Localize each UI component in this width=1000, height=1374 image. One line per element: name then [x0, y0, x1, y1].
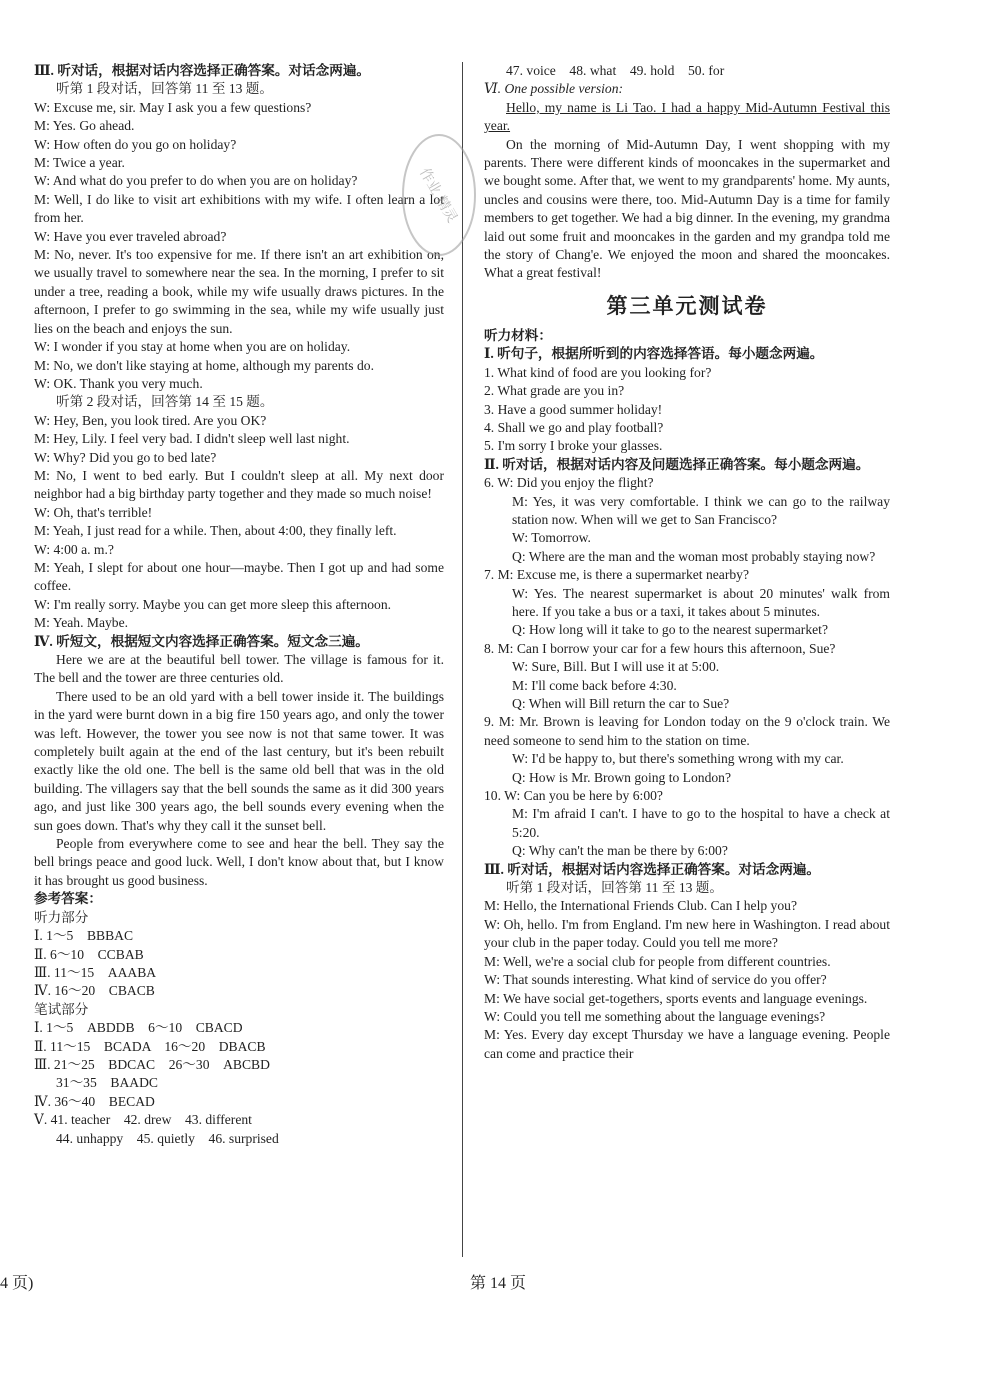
left_column-line: There used to be an old yard with a bell tower inside it. The buildings in the yard were burnt down in a big fire 150 years ago, and only the tower was left. However, the tower you see now is not that same tower. It was completely built again at the end of the last century, but it's been rebuilt exactly like the old one. The bell is the same old bell that was in the old building. The villagers say that the bell sounds the same as it did 300 years ago, and just like 300 years ago, the bell sounds every evening when the sun goes down. That's why they call it the sunset bell.: [34, 688, 444, 833]
right_column_top-line: 47. voice 48. what 49. hold 50. for: [506, 63, 725, 78]
right_column_bottom-line: M: Hello, the International Friends Club. Can I help you?: [484, 898, 797, 914]
right_column_bottom-line: Q: Where are the man and the woman most probably staying now?: [512, 548, 876, 564]
left_column-line: 听第 1 段对话，回答第 11 至 13 题。: [56, 81, 273, 97]
left_column-line: Ⅰ. 1～5 ABDDB 6～10 CBACD: [34, 1020, 243, 1036]
left_column-line: Ⅱ. 11～15 BCADA 16～20 DBACB: [34, 1038, 266, 1054]
right_column_bottom-line: 10. W: Can you be here by 6:00?: [484, 788, 663, 804]
left_column-line: Ⅴ. 41. teacher 42. drew 43. different: [34, 1112, 252, 1128]
right-column: [484, 62, 890, 1063]
left_column-line: People from everywhere come to see and hear the bell. They say the bell brings peace and good luck. Well, I don't know about that, but I know it has brought us good business.: [34, 836, 444, 888]
left_column-line: W: OK. Thank you very much.: [34, 375, 203, 391]
right_column_bottom-line: 5. I'm sorry I broke your glasses.: [484, 438, 663, 454]
right_column_bottom-line: 听第 1 段对话，回答第 11 至 13 题。: [506, 880, 723, 896]
left_column-line: M: No, never. It's too expensive for me. If there isn't an art exhibition on, we usually travel to somewhere near the sea. In the morning, I prefer to sit under a tree, reading a book, while my wife usually draws pictures. In the afternoon, I prefer to go swimming in the sea, while my wife usually just lies on the beach and enjoys the sun.: [34, 247, 444, 336]
left_column-line: M: No, we don't like staying at home, although my parents do.: [34, 357, 374, 373]
right_column_bottom-line: 6. W: Did you enjoy the flight?: [484, 475, 654, 491]
right_column_top-line: Hello, my name is Li Tao. I had a happy Mid-Autumn Festival this year.: [484, 99, 890, 134]
left_column-line: M: Yeah, I just read for a while. Then, about 4:00, they finally left.: [34, 523, 397, 539]
watermark-stamp: [398, 128, 480, 262]
right_column_bottom-line: Q: How long will it take to go to the nearest supermarket?: [512, 622, 828, 638]
prev-page-number: 4 页): [0, 1275, 34, 1292]
right_column_bottom-line: 3. Have a good summer holiday!: [484, 401, 663, 417]
left_column-line: W: Excuse me, sir. May I ask you a few questions?: [34, 99, 312, 115]
right_column_bottom-line: M: Yes. Every day except Thursday we have a language evening. People can come and practice their: [484, 1027, 890, 1061]
left_column-line: Ⅳ. 16～20 CBACB: [34, 983, 155, 999]
right_column_bottom-line: M: I'll come back before 4:30.: [512, 677, 677, 693]
right_column_bottom-line: 9. M: Mr. Brown is leaving for London today on the 9 o'clock train. We need someone to send him to the station on time.: [484, 714, 890, 748]
right_column_bottom-line: 1. What kind of food are you looking for?: [484, 364, 712, 380]
left_column-line: Ⅳ. 听短文，根据短文内容选择正确答案。短文念三遍。: [34, 633, 369, 649]
right_column_bottom-line: 4. Shall we go and play football?: [484, 419, 664, 435]
left_column-line: W: Why? Did you go to bed late?: [34, 449, 217, 465]
right_column_bottom-line: 听力材料：: [484, 327, 552, 343]
watermark-text: 作业 精灵: [416, 165, 461, 226]
left_column-line: W: I'm really sorry. Maybe you can get more sleep this afternoon.: [34, 596, 392, 612]
right_column_bottom-line: M: We have social get-togethers, sports events and language evenings.: [484, 990, 868, 1006]
right_column_bottom-line: Q: Why can't the man be there by 6:00?: [512, 843, 728, 859]
right_column_bottom-line: 8. M: Can I borrow your car for a few hours this afternoon, Sue?: [484, 640, 836, 656]
right_column_bottom-line: M: Well, we're a social club for people from different countries.: [484, 953, 831, 969]
right_column_bottom-line: W: Tomorrow.: [512, 530, 591, 546]
left_column-line: W: I wonder if you stay at home when you are on holiday.: [34, 339, 351, 355]
right_column_bottom-line: 2. What grade are you in?: [484, 383, 625, 399]
left_column-line: W: And what do you prefer to do when you are on holiday?: [34, 173, 358, 189]
right-column-top: [484, 62, 890, 283]
right_column_bottom-line: Ⅱ. 听对话，根据对话内容及问题选择正确答案。每小题念两遍。: [484, 456, 870, 472]
left_column-line: M: Hey, Lily. I feel very bad. I didn't sleep well last night.: [34, 431, 350, 447]
left_column-line: W: Hey, Ben, you look tired. Are you OK?: [34, 412, 267, 428]
right_column_bottom-line: M: Yes, it was very comfortable. I think we can go to the railway station now. When will we get to San Francisco?: [512, 493, 890, 527]
unit-title: 第三单元测试卷: [606, 293, 768, 318]
right_column_bottom-line: W: Could you tell me something about the language evenings?: [484, 1008, 826, 1024]
left_column-line: W: Oh, that's terrible!: [34, 504, 153, 520]
right_column_bottom-line: W: Oh, hello. I'm from England. I'm new here in Washington. I read about your club in the paper today. Could you tell me more?: [484, 916, 890, 951]
left_column-line: W: How often do you go on holiday?: [34, 136, 237, 152]
left_column-line: Ⅲ. 听对话，根据对话内容选择正确答案。对话念两遍。: [34, 63, 371, 78]
left_column-line: Ⅲ. 11～15 AAABA: [34, 964, 157, 980]
right_column_bottom-line: Q: How is Mr. Brown going to London?: [512, 769, 732, 785]
right_column_bottom-line: Ⅰ. 听句子，根据所听到的内容选择答语。每小题念两遍。: [484, 346, 824, 362]
right_column_bottom-line: W: I'd be happy to, but there's something wrong with my car.: [512, 751, 844, 767]
right_column_bottom-line: Q: When will Bill return the car to Sue?: [512, 696, 730, 711]
page-number: 第 14 页: [470, 1275, 527, 1292]
left_column-line: W: Have you ever traveled abroad?: [34, 228, 227, 244]
right_column_bottom-line: Ⅲ. 听对话，根据对话内容选择正确答案。对话念两遍。: [484, 861, 821, 877]
left_column-line: Ⅰ. 1～5 BBBAC: [34, 928, 134, 944]
left_column-line: 听第 2 段对话，回答第 14 至 15 题。: [56, 394, 274, 410]
left_column-line: 参考答案：: [34, 891, 102, 907]
right_column_bottom-line: W: That sounds interesting. What kind of service do you offer?: [484, 972, 827, 988]
left_column-line: M: No, I went to bed early. But I couldn't sleep at all. My next door neighbor had a big birthday party together and they made so much noise!: [34, 467, 444, 502]
left_column-line: Ⅳ. 36～40 BECAD: [34, 1093, 155, 1109]
left_column-line: M: Yes. Go ahead.: [34, 118, 135, 134]
left_column-line: M: Yeah, I slept for about one hour—maybe. Then I got up and had some coffee.: [34, 559, 444, 594]
right_column_bottom-line: 7. M: Excuse me, is there a supermarket nearby?: [484, 567, 749, 583]
left_column-line: 听力部分: [34, 909, 89, 925]
left_column-line: 笔试部分: [34, 1001, 89, 1017]
left_column-line: M: Well, I do like to visit art exhibitions with my wife. I often learn a lot from her.: [34, 191, 444, 226]
left_column-line: Ⅱ. 6～10 CCBAB: [34, 946, 144, 962]
left_column-line: 44. unhappy 45. quietly 46. surprised: [56, 1130, 279, 1146]
left-column: [34, 62, 444, 1148]
left_column-line: M: Twice a year.: [34, 155, 125, 171]
left_column-line: Here we are at the beautiful bell tower. The village is famous for it. The bell and the tower are three centuries old.: [34, 652, 444, 686]
right_column_bottom-line: M: I'm afraid I can't. I have to go to the hospital to have a check at 5:20.: [512, 806, 890, 840]
right_column_bottom-line: W: Yes. The nearest supermarket is about 20 minutes' walk from here. If you take a bus or a taxi, it takes about 5 minutes.: [512, 585, 890, 619]
left_column-line: W: 4:00 a. m.?: [34, 541, 114, 557]
right-column-bottom: [484, 327, 890, 1063]
left_column-line: 31～35 BAADC: [56, 1075, 158, 1091]
right_column_bottom-line: W: Sure, Bill. But I will use it at 5:00.: [512, 659, 720, 675]
right_column_top-line: Ⅵ. One possible version:: [484, 81, 624, 97]
left_column-line: Ⅲ. 21～25 BDCAC 26～30 ABCBD: [34, 1056, 270, 1072]
left_column-line: M: Yeah. Maybe.: [34, 615, 129, 631]
right_column_top-line: On the morning of Mid-Autumn Day, I went shopping with my parents. There were different kinds of mooncakes in the supermarket and we bought some. After that, we went to my grandparents' home. My aunts, uncles and cousins were there, too. Mid-Autumn Day is a time for family members to get together. We had a big dinner. In the evening, my grandma laid out some fruit and mooncakes in the garden and my grandpa told me the story of Chang'e. We enjoyed the moon and shared the mooncakes. What a great festival!: [484, 136, 890, 281]
